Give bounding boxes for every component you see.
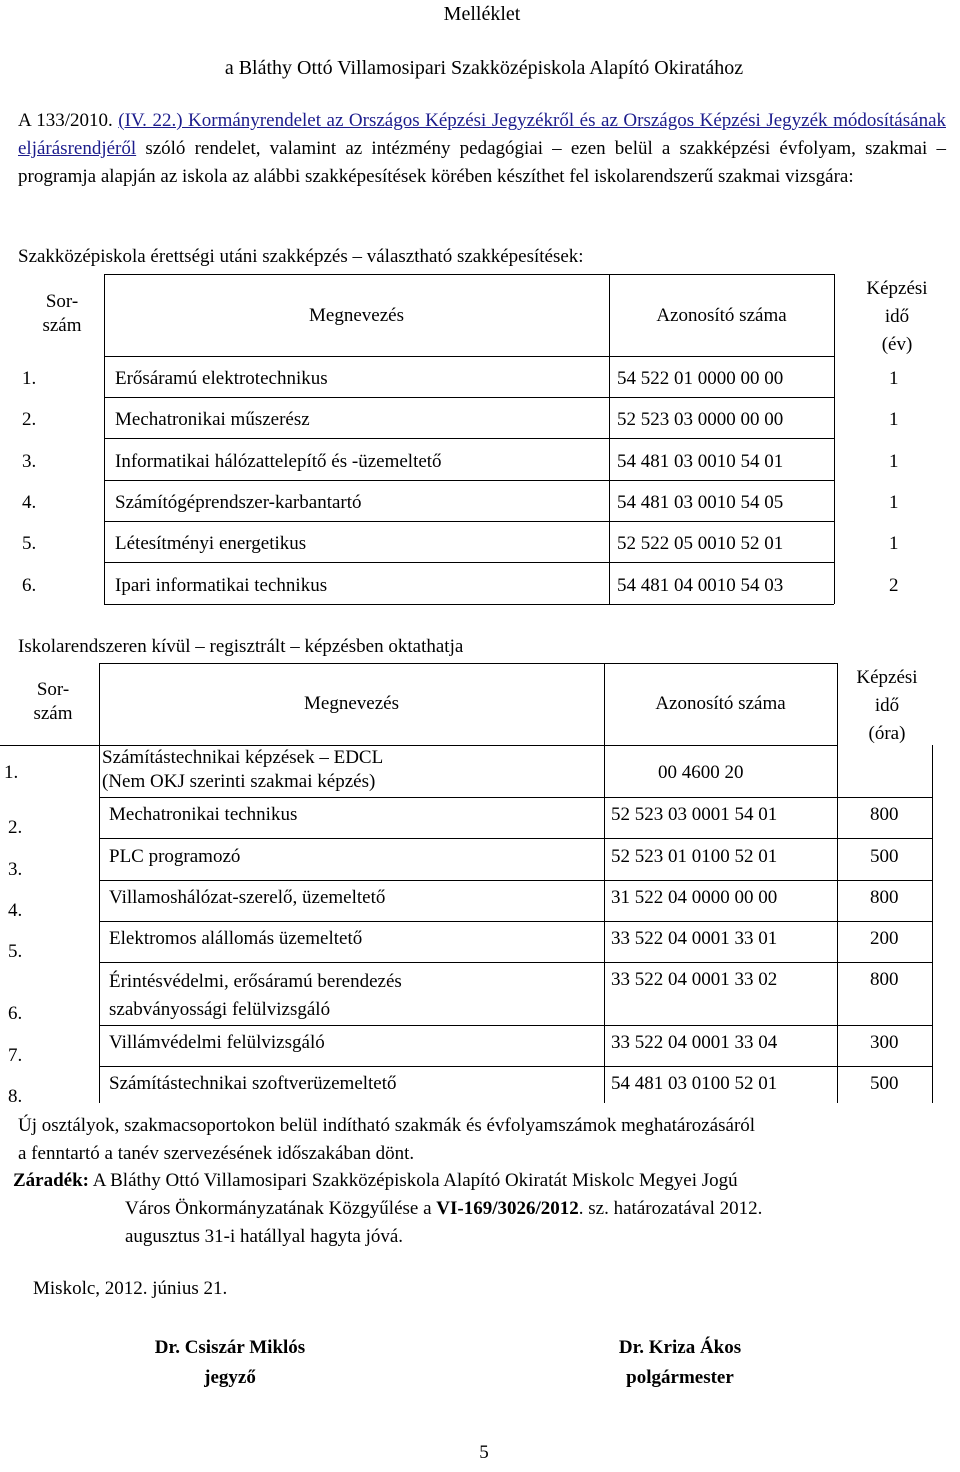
- row-id: 52 523 03 0001 54 01: [611, 804, 778, 825]
- row-number: 5.: [22, 533, 37, 554]
- row-time: 1: [889, 409, 899, 430]
- row-number: 2.: [22, 409, 37, 430]
- row-time: 800: [870, 969, 899, 990]
- row-number: 1.: [4, 762, 19, 783]
- table1-header-sorszam: Sor- szám: [42, 291, 82, 336]
- row-name: Létesítményi energetikus: [115, 533, 307, 554]
- clause-text-3: augusztus 31-i hatállyal hagyta jóvá.: [125, 1226, 404, 1247]
- new-classes-note: Új osztályok, szakmacsoportokon belül indítható szakmák és évfolyamszámok meghatározásáról a fenntartó a tanév szervezésének időszakában dönt.: [18, 1115, 756, 1164]
- intro-prefix: A 133/2010.: [18, 110, 119, 131]
- row-id: 52 522 05 0010 52 01: [617, 533, 784, 554]
- table1-header-time: Képzési idő (év): [866, 278, 928, 355]
- row-number: 3.: [8, 859, 23, 880]
- row-number: 6.: [8, 1003, 23, 1024]
- resolution-number: VI-169/3026/2012: [436, 1198, 579, 1219]
- row-number: 4.: [8, 900, 23, 921]
- row-id: 00 4600 20: [658, 762, 744, 783]
- row-name: Mechatronikai technikus: [109, 804, 298, 825]
- row-name: PLC programozó: [109, 846, 241, 867]
- document-subtitle: a Bláthy Ottó Villamosipari Szakközépiskola Alapító Okiratához: [224, 57, 744, 79]
- table2-header-time: Képzési idő (óra): [856, 667, 918, 744]
- signatory-title: polgármester: [626, 1367, 734, 1388]
- table1-header-id: Azonosító száma: [656, 305, 787, 326]
- row-name: Informatikai hálózattelepítő és -üzemeltető: [115, 451, 442, 472]
- row-id: 52 523 01 0100 52 01: [611, 846, 778, 867]
- row-name: Számítógéprendszer-karbantartó: [115, 492, 362, 513]
- clause-text-2a: Város Önkormányzatának Közgyűlése a: [125, 1198, 437, 1219]
- row-name: Számítástechnikai szoftverüzemeltető: [109, 1073, 397, 1094]
- row-number: 4.: [22, 492, 37, 513]
- row-number: 1.: [22, 368, 37, 389]
- table2-header-id: Azonosító száma: [655, 693, 786, 714]
- attachment-heading: Melléklet: [443, 3, 521, 25]
- row-number: 5.: [8, 941, 23, 962]
- table1-header-name: Megnevezés: [309, 305, 404, 326]
- row-time: 2: [889, 575, 899, 596]
- clause-text-1: A Bláthy Ottó Villamosipari Szakközépiskola Alapító Okiratát Miskolc Megyei Jogú: [89, 1170, 738, 1191]
- signatory-name: Dr. Csiszár Miklós: [154, 1337, 306, 1358]
- row-name: Érintésvédelmi, erősáramú berendezés szabványossági felülvizsgáló: [109, 971, 402, 1020]
- place-date: Miskolc, 2012. június 21.: [33, 1278, 228, 1299]
- row-time: 800: [870, 804, 899, 825]
- row-name: Erősáramú elektrotechnikus: [115, 368, 328, 389]
- row-number: 7.: [8, 1045, 23, 1066]
- row-name: Villámvédelmi felülvizsgáló: [109, 1032, 325, 1053]
- signature-right: [570, 1333, 790, 1393]
- row-id: 52 523 03 0000 00 00: [617, 409, 784, 430]
- intro-paragraph: [18, 107, 946, 191]
- table1-caption: Szakközépiskola érettségi utáni szakképzés – választható szakképesítések:: [18, 246, 584, 267]
- row-id: 33 522 04 0001 33 04: [611, 1032, 778, 1053]
- row-time: 1: [889, 533, 899, 554]
- row-time: 1: [889, 368, 899, 389]
- row-id: 54 481 03 0010 54 05: [617, 492, 784, 513]
- row-id: 31 522 04 0000 00 00: [611, 887, 778, 908]
- signatory-name: Dr. Kriza Ákos: [618, 1337, 742, 1358]
- row-id: 54 481 03 0100 52 01: [611, 1073, 778, 1094]
- row-number: 8.: [8, 1086, 23, 1107]
- row-time: 500: [870, 846, 899, 867]
- intro-rest: szóló rendelet, valamint az intézmény pedagógiai – ezen belül a szakképzési évfolyam, szakmai – programja alapján az iskola az alábbi szakképesítések körében készíthet fel iskolarendszerű szakmai vizsgára:: [18, 138, 946, 187]
- row-time: 1: [889, 451, 899, 472]
- row-name: Ipari informatikai technikus: [115, 575, 328, 596]
- table2-header-sorszam: Sor- szám: [33, 679, 73, 724]
- row-name: Számítástechnikai képzések – EDCL (Nem OKJ szerinti szakmai képzés): [102, 747, 384, 792]
- row-number: 2.: [8, 817, 23, 838]
- row-id: 54 522 01 0000 00 00: [617, 368, 784, 389]
- row-time: 200: [870, 928, 899, 949]
- signature-left: [120, 1333, 340, 1393]
- row-id: 33 522 04 0001 33 01: [611, 928, 778, 949]
- signatory-title: jegyző: [204, 1367, 256, 1388]
- row-id: 33 522 04 0001 33 02: [611, 969, 778, 990]
- row-time: 800: [870, 887, 899, 908]
- regulation-link[interactable]: (IV. 22.) Kormányrendelet az Országos Képzési Jegyzékről és az Országos Képzési Jegyzék módosításának eljárásrendjéről: [18, 110, 946, 159]
- row-id: 54 481 04 0010 54 03: [617, 575, 784, 596]
- clause-label: Záradék:: [13, 1170, 89, 1191]
- page-number: 5: [479, 1442, 489, 1463]
- row-name: Elektromos alállomás üzemeltető: [109, 928, 363, 949]
- row-number: 3.: [22, 451, 37, 472]
- row-time: 1: [889, 492, 899, 513]
- table2-header-name: Megnevezés: [304, 693, 399, 714]
- row-name: Villamoshálózat-szerelő, üzemeltető: [109, 887, 386, 908]
- row-time: 300: [870, 1032, 899, 1053]
- row-id: 54 481 03 0010 54 01: [617, 451, 784, 472]
- table2-caption: Iskolarendszeren kívül – regisztrált – képzésben oktathatja: [18, 636, 464, 657]
- clause: [13, 1167, 762, 1251]
- row-number: 6.: [22, 575, 37, 596]
- clause-text-2b: . sz. határozatával 2012.: [578, 1198, 763, 1219]
- row-time: 500: [870, 1073, 899, 1094]
- row-name: Mechatronikai műszerész: [115, 409, 310, 430]
